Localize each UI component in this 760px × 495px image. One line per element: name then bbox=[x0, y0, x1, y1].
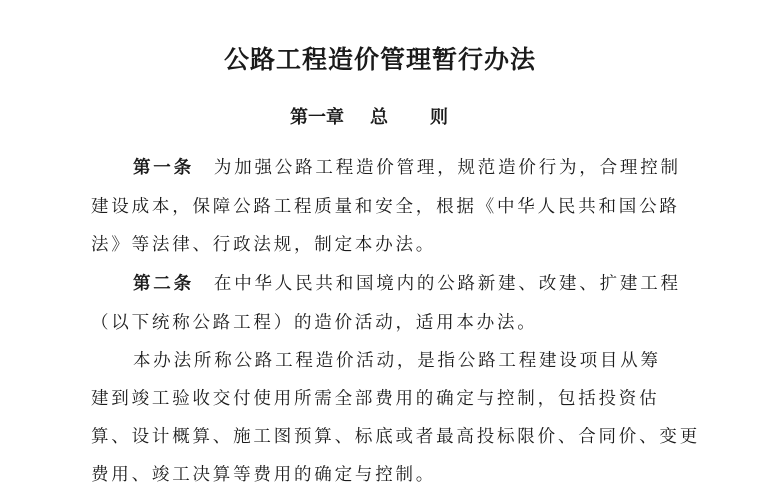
chapter-title-char-2: 则 bbox=[430, 107, 448, 128]
chapter-title-char-1: 总 bbox=[370, 107, 388, 128]
article-1-line-3: 法》等法律、行政法规，制定本办法。 bbox=[91, 235, 437, 255]
article-1-line-1 bbox=[133, 154, 713, 179]
chapter-heading bbox=[290, 103, 448, 129]
article-2-text-1: 在中华人民共和国境内的公路新建、改建、扩建工程 bbox=[213, 274, 681, 294]
article-1-label: 第一条 bbox=[133, 158, 194, 178]
article-2-line-2: （以下统称公路工程）的造价活动，适用本办法。 bbox=[91, 313, 538, 333]
article-2-line-1 bbox=[133, 270, 713, 295]
chapter-number: 第一章 bbox=[290, 107, 344, 128]
paragraph-line-2: 建到竣工验收交付使用所需全部费用的确定与控制，包括投资估 bbox=[91, 389, 660, 409]
article-2-label: 第二条 bbox=[133, 274, 194, 294]
paragraph-line-3: 算、设计概算、施工图预算、标底或者最高投标限价、合同价、变更 bbox=[91, 427, 700, 447]
article-1-line-2: 建设成本，保障公路工程质量和安全，根据《中华人民共和国公路 bbox=[91, 197, 680, 217]
article-1-text-1: 为加强公路工程造价管理，规范造价行为，合理控制 bbox=[213, 158, 681, 178]
paragraph-line-4: 费用、竣工决算等费用的确定与控制。 bbox=[91, 465, 437, 485]
document-title: 公路工程造价管理暂行办法 bbox=[223, 45, 536, 74]
paragraph-line-1: 本办法所称公路工程造价活动，是指公路工程建设项目从筹 bbox=[133, 351, 661, 371]
